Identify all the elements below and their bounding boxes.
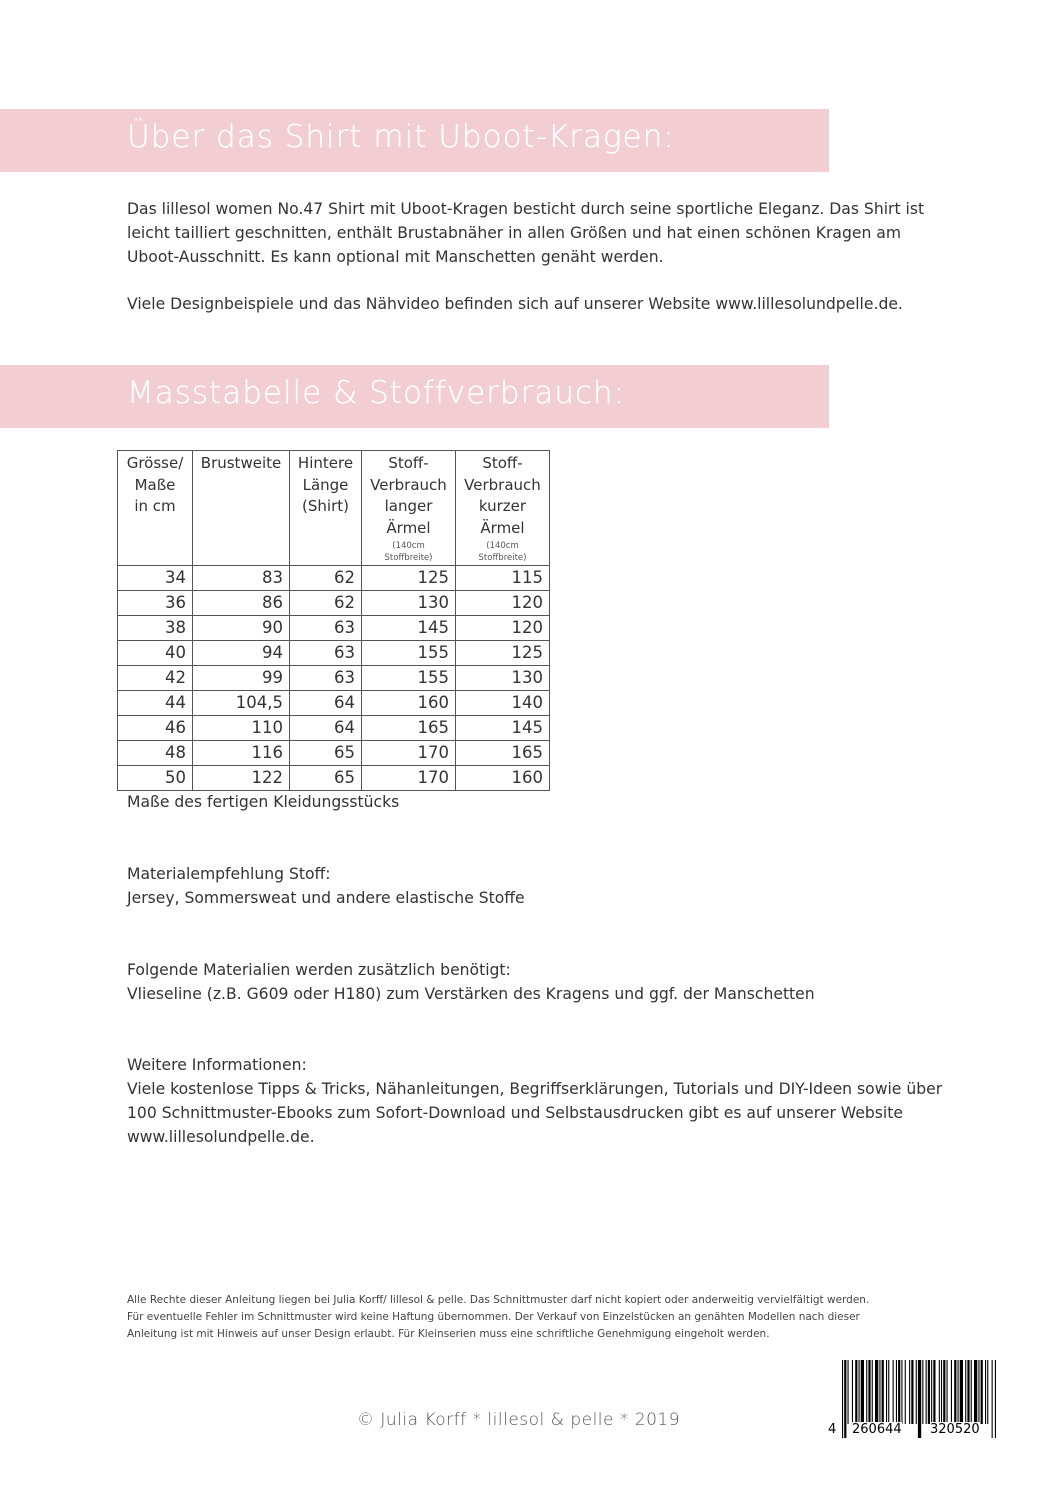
info-text: Viele kostenlose Tipps & Tricks, Nähanleitungen, Begriffserklärungen, Tutorials und DIY-Ideen sowie über 100 Schnittmuster-Ebooks zum Sofort-Download und Selbstausdrucken gibt es auf unserer Website www.lillesolundpelle.de. [127,1080,943,1146]
info-section [127,1053,947,1149]
barcode-bar [866,1360,867,1424]
legal-notice [127,1292,942,1343]
header-chest: Brustweite [193,451,290,566]
cell-fabric-short: 120 [456,615,550,640]
table-row [118,765,550,790]
barcode-bar [905,1360,906,1424]
table-row [118,640,550,665]
footer-copyright: © Julia Korff * lillesol & pelle * 2019 [357,1410,681,1430]
barcode-bar [960,1360,963,1424]
barcode-bar [992,1360,993,1438]
barcode-bar [954,1360,956,1424]
barcode-bar [855,1360,857,1424]
cell-chest: 110 [193,715,290,740]
cell-back-length: 63 [290,665,362,690]
barcode-bar [981,1360,983,1424]
barcode-bar [995,1360,996,1438]
about-heading: Über das Shirt mit Uboot-Kragen: [127,119,675,155]
legal-line: Für eventuelle Fehler im Schnittmuster wird keine Haftung übernommen. Der Verkauf von Einzelstücken an genähten Modellen nach dieser [127,1311,860,1323]
barcode-bar [886,1360,887,1424]
barcode-bar [967,1360,969,1424]
barcode-bar [872,1360,873,1424]
barcode-bar [922,1360,923,1424]
cell-back-length: 65 [290,740,362,765]
cell-size: 36 [118,590,193,615]
table-row [118,590,550,615]
cell-chest: 122 [193,765,290,790]
cell-fabric-short: 145 [456,715,550,740]
table-row [118,690,550,715]
barcode-bar [901,1360,902,1424]
barcode-bar [882,1360,884,1424]
barcode-bar [974,1360,977,1424]
legal-line: Alle Rechte dieser Anleitung liegen bei Julia Korff/ lillesol & pelle. Das Schnittmuster darf nicht kopiert oder anderweitig vervielfältigt werden. [127,1294,870,1306]
about-section [127,197,947,316]
barcode-bar [928,1360,930,1424]
cell-fabric-long: 155 [362,640,456,665]
barcode-bar [896,1360,897,1424]
barcode-digits-left: 260644 [852,1422,902,1437]
barcode-bar [985,1360,986,1424]
barcode-bar [978,1360,979,1424]
material-text: Jersey, Sommersweat und andere elastische Stoffe [127,889,525,907]
cell-back-length: 62 [290,590,362,615]
table-row [118,615,550,640]
additional-heading: Folgende Materialien werden zusätzlich benötigt: [127,961,511,979]
barcode-bar [861,1360,864,1424]
cell-fabric-long: 125 [362,565,456,590]
header-size: Grösse/ Maße in cm [118,451,193,566]
cell-chest: 94 [193,640,290,665]
cell-size: 48 [118,740,193,765]
barcode-digit-first: 4 [828,1422,837,1437]
about-banner [0,109,829,172]
table-row [118,715,550,740]
barcode-bar [916,1360,917,1424]
barcode-bar [931,1360,932,1424]
cell-back-length: 63 [290,615,362,640]
size-table [117,450,550,791]
cell-chest: 116 [193,740,290,765]
barcode-bar [875,1360,878,1424]
barcode-bar [842,1360,843,1438]
barcode-bar [898,1360,900,1424]
barcode-bar [971,1360,972,1424]
barcode-bar [909,1360,910,1424]
cell-size: 38 [118,615,193,640]
barcode-bar [958,1360,959,1424]
barcode-bar [987,1360,988,1424]
cell-size: 42 [118,665,193,690]
cell-chest: 99 [193,665,290,690]
size-table-header-row [118,451,550,566]
barcode-bar [844,1360,846,1438]
cell-size: 40 [118,640,193,665]
cell-fabric-long: 160 [362,690,456,715]
barcode-bar [926,1360,927,1424]
header-fabric-long-sleeve: Stoff- Verbrauch langer Ärmel (140cm Stoffbreite) [362,451,456,566]
barcode-bar [848,1360,849,1424]
barcode-bar [939,1360,940,1424]
cell-back-length: 65 [290,765,362,790]
cell-size: 34 [118,565,193,590]
cell-chest: 104,5 [193,690,290,715]
cell-back-length: 64 [290,690,362,715]
additional-text: Vlieseline (z.B. G609 oder H180) zum Verstärken des Kragens und ggf. der Manschetten [127,985,815,1003]
barcode-bar [888,1360,889,1424]
barcode-bar [933,1360,935,1424]
cell-fabric-long: 155 [362,665,456,690]
about-paragraph-2: Viele Designbeispiele und das Nähvideo befinden sich auf unserer Website www.lillesolundpelle.de. [127,295,903,313]
barcode-bar [943,1360,945,1424]
cell-fabric-short: 120 [456,590,550,615]
cell-back-length: 63 [290,640,362,665]
table-row [118,665,550,690]
header-fabric-short-sleeve: Stoff- Verbrauch kurzer Ärmel (140cm Stoffbreite) [456,451,550,566]
cell-fabric-long: 145 [362,615,456,640]
barcode-bar [951,1360,952,1424]
cell-fabric-long: 130 [362,590,456,615]
table-row [118,565,550,590]
cell-chest: 90 [193,615,290,640]
cell-size: 50 [118,765,193,790]
barcode-bar [941,1360,942,1424]
barcode-bar [918,1360,921,1438]
cell-fabric-short: 165 [456,740,550,765]
cell-fabric-short: 140 [456,690,550,715]
fabric-width-note: (140cm Stoffbreite) [384,540,433,563]
about-paragraph-1: Das lillesol women No.47 Shirt mit Uboot-Kragen besticht durch seine sportliche Eleganz. Das Shirt ist leicht tailliert geschnitten, enthält Brustabnäher in allen Größen und hat einen schönen Kragen am Uboot-Ausschnitt. Es kann optional mit Manschetten genäht werden. [127,200,925,266]
cell-back-length: 62 [290,565,362,590]
material-heading: Materialempfehlung Stoff: [127,865,331,883]
cell-fabric-short: 130 [456,665,550,690]
cell-fabric-long: 165 [362,715,456,740]
cell-size: 44 [118,690,193,715]
cell-chest: 83 [193,565,290,590]
cell-fabric-long: 170 [362,740,456,765]
barcode-bar [868,1360,870,1424]
fabric-width-note: (140cm Stoffbreite) [478,540,527,563]
barcode-bar [947,1360,948,1424]
barcode-digits-right: 320520 [930,1422,980,1437]
barcode-bar [859,1360,860,1424]
cell-fabric-short: 125 [456,640,550,665]
barcode-bar [911,1360,913,1424]
cell-size: 46 [118,715,193,740]
barcode-bar [965,1360,966,1424]
cell-back-length: 64 [290,715,362,740]
additional-materials-section [127,958,947,1006]
info-heading: Weitere Informationen: [127,1056,307,1074]
cell-chest: 86 [193,590,290,615]
measurements-banner [0,365,829,428]
cell-fabric-short: 115 [456,565,550,590]
material-section [127,862,947,910]
legal-line: Anleitung ist mit Hinweis auf unser Design erlaubt. Für Kleinserien muss eine schriftliche Genehmigung eingeholt werden. [127,1328,770,1340]
table-row [118,740,550,765]
cell-fabric-short: 160 [456,765,550,790]
barcode-bar [893,1360,894,1424]
cell-fabric-long: 170 [362,765,456,790]
barcode-bar [879,1360,880,1424]
header-back-length: Hintere Länge (Shirt) [290,451,362,566]
table-caption: Maße des fertigen Kleidungsstücks [127,793,400,811]
measurements-heading: Masstabelle & Stoffverbrauch: [127,375,626,411]
barcode-bar [852,1360,853,1424]
